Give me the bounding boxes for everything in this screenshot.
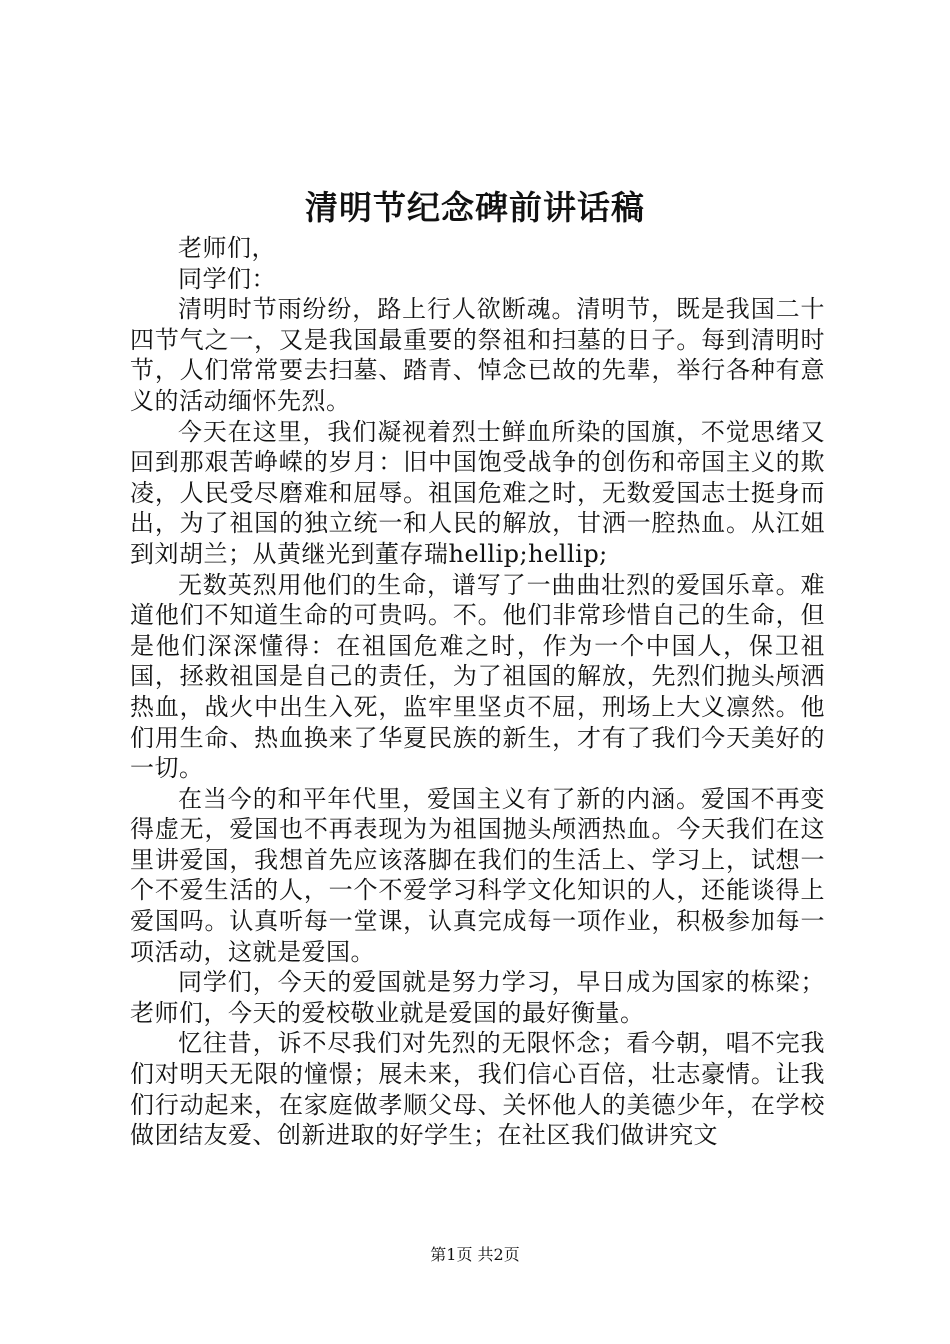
paragraph: 忆往昔，诉不尽我们对先烈的无限怀念；看今朝，唱不完我们对明天无限的憧憬；展未来，我们信心百倍，壮志豪情。让我们行动起来，在家庭做孝顺父母、关怀他人的美德少年，在学校做团结友爱、创新进取的好学生；在社区我们做讲究文 <box>130 1029 825 1150</box>
paragraph: 在当今的和平年代里，爱国主义有了新的内涵。爱国不再变得虚无，爱国也不再表现为为祖国抛头颅洒热血。今天我们在这里讲爱国，我想首先应该落脚在我们的生活上、学习上，试想一个不爱生活的人，一个不爱学习科学文化知识的人，还能谈得上爱国吗。认真听每一堂课，认真完成每一项作业，积极参加每一项活动，这就是爱国。 <box>130 784 825 966</box>
paragraph: 无数英烈用他们的生命，谱写了一曲曲壮烈的爱国乐章。难道他们不知道生命的可贵吗。不。他们非常珍惜自己的生命，但是他们深深懂得：在祖国危难之时，作为一个中国人，保卫祖国，拯救祖国是自己的责任，为了祖国的解放，先烈们抛头颅洒热血，战火中出生入死，监牢里坚贞不屈，刑场上大义凛然。他们用生命、热血换来了华夏民族的新生，才有了我们今天美好的一切。 <box>130 570 825 783</box>
document-title: 清明节纪念碑前讲话稿 <box>305 188 645 227</box>
page-number-footer: 第1页 共2页 <box>430 1245 520 1264</box>
salutation-teachers: 老师们， <box>178 234 276 262</box>
paragraph: 同学们，今天的爱国就是努力学习，早日成为国家的栋梁；老师们，今天的爱校敬业就是爱国的最好衡量。 <box>130 968 825 1027</box>
paragraph: 今天在这里，我们凝视着烈士鲜血所染的国旗，不觉思绪又回到那艰苦峥嵘的岁月：旧中国饱受战争的创伤和帝国主义的欺凌，人民受尽磨难和屈辱。祖国危难之时，无数爱国志士挺身而出，为了祖国的独立统一和人民的解放，甘洒一腔热血。从江姐到刘胡兰；从黄继光到董存瑞hellip;hellip; <box>130 417 825 568</box>
paragraph: 清明时节雨纷纷，路上行人欲断魂。清明节，既是我国二十四节气之一，又是我国最重要的祭祖和扫墓的日子。每到清明时节，人们常常要去扫墓、踏青、悼念已故的先辈，举行各种有意义的活动缅怀先烈。 <box>130 295 825 415</box>
salutation-students: 同学们： <box>178 264 276 293</box>
document-body <box>130 233 825 1151</box>
